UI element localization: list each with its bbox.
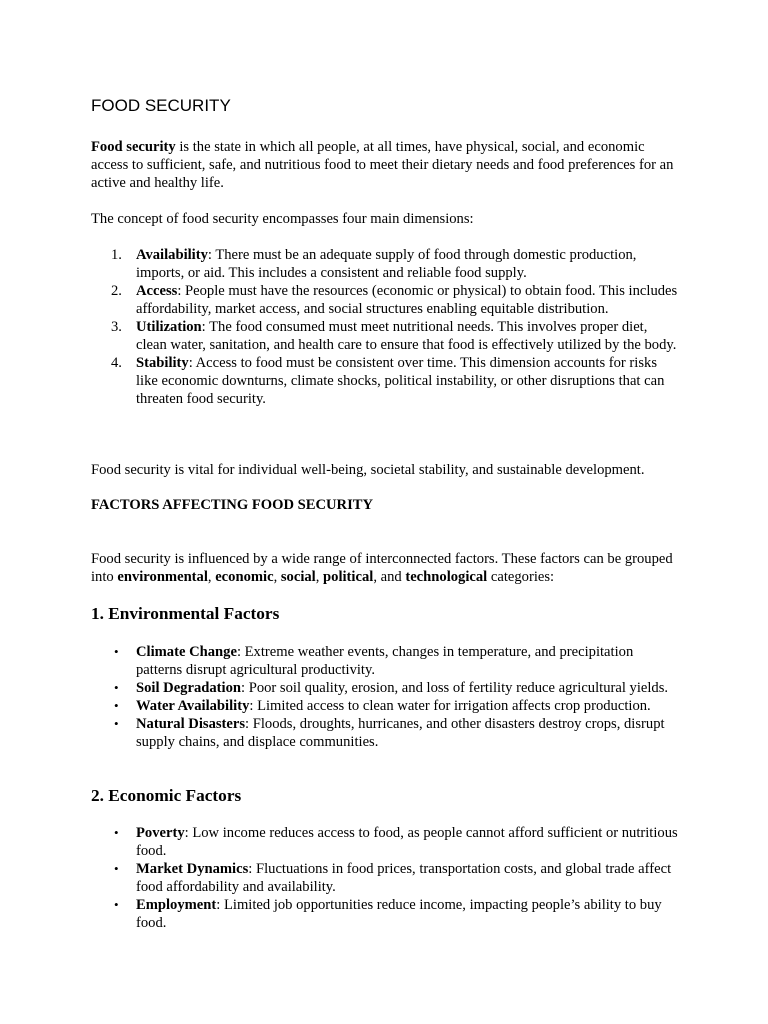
environmental-factor-item [91, 715, 681, 751]
category-political: political [323, 569, 374, 585]
economic-factors-list [91, 824, 681, 932]
list-number: 1. [111, 247, 122, 263]
bullet-icon: • [114, 825, 119, 840]
factor-text: : Limited access to clean water for irrigation affects crop production. [249, 698, 651, 714]
dimension-item [91, 354, 681, 408]
category-environmental: environmental [117, 569, 208, 585]
dimension-term: Utilization [136, 319, 202, 335]
dimension-item [91, 282, 681, 318]
dimensions-list [91, 246, 681, 408]
bullet-icon: • [114, 680, 119, 695]
intro-text: is the state in which all people, at all times, have physical, social, and economic access to sufficient, safe, and nutritious food to meet their dietary needs and food preferences for an active and healthy life. [91, 139, 674, 191]
dimension-item [91, 246, 681, 282]
environmental-factor-item [91, 697, 681, 715]
list-number: 2. [111, 283, 122, 299]
economic-factor-item [91, 860, 681, 896]
separator: , [315, 569, 324, 585]
separator: , [207, 569, 216, 585]
factors-intro-ending: categories: [487, 569, 555, 585]
separator: , and [373, 569, 406, 585]
document-title: FOOD SECURITY [91, 96, 231, 115]
bullet-icon: • [114, 861, 119, 876]
factor-text: : Limited job opportunities reduce income, impacting people’s ability to buy food. [136, 897, 662, 931]
list-number: 4. [111, 355, 122, 371]
dimension-term: Access [136, 283, 178, 299]
intro-term: Food security [91, 139, 176, 155]
factors-heading: FACTORS AFFECTING FOOD SECURITY [91, 497, 374, 513]
factor-text: : Extreme weather events, changes in temperature, and precipitation patterns disrupt agricultural productivity. [136, 644, 634, 678]
dimension-text: : People must have the resources (economic or physical) to obtain food. This includes affordability, market access, and social structures enabling equitable distribution. [136, 283, 678, 317]
factor-term: Water Availability [136, 698, 250, 714]
category-social: social [280, 569, 316, 585]
conclusion-paragraph: Food security is vital for individual well-being, societal stability, and sustainable development. [91, 462, 645, 478]
dimension-item [91, 318, 681, 354]
separator: , [273, 569, 281, 585]
factor-term: Poverty [136, 825, 185, 841]
bullet-icon: • [114, 897, 119, 912]
factor-text: : Floods, droughts, hurricanes, and other disasters destroy crops, disrupt supply chains, and displace communities. [136, 716, 665, 750]
bullet-icon: • [114, 698, 119, 713]
environmental-factor-item [91, 643, 681, 679]
factor-text: : Poor soil quality, erosion, and loss of fertility reduce agricultural yields. [241, 680, 669, 696]
factors-intro-paragraph [91, 550, 681, 586]
factor-term: Market Dynamics [136, 861, 249, 877]
concept-paragraph: The concept of food security encompasses four main dimensions: [91, 211, 474, 227]
factor-term: Natural Disasters [136, 716, 246, 732]
environmental-factors-list [91, 643, 681, 751]
factor-text: : Fluctuations in food prices, transportation costs, and global trade affect food affordability and availability. [136, 861, 672, 895]
dimension-term: Availability [136, 247, 208, 263]
economic-factors-heading: 2. Economic Factors [91, 786, 242, 805]
environmental-factor-item [91, 679, 681, 697]
category-economic: economic [215, 569, 274, 585]
bullet-icon: • [114, 644, 119, 659]
economic-factor-item [91, 824, 681, 860]
list-number: 3. [111, 319, 122, 335]
factors-intro-text: Food security is influenced by a wide range of interconnected factors. These factors can be grouped into [91, 551, 673, 585]
factor-term: Employment [136, 897, 217, 913]
bullet-icon: • [114, 716, 119, 731]
category-technological: technological [405, 569, 488, 585]
dimension-term: Stability [136, 355, 189, 371]
factor-term: Soil Degradation [136, 680, 241, 696]
environmental-factors-heading: 1. Environmental Factors [91, 604, 280, 623]
factor-term: Climate Change [136, 644, 237, 660]
dimension-text: : There must be an adequate supply of food through domestic production, imports, or aid. This includes a consistent and reliable food supply. [136, 247, 637, 281]
intro-paragraph [91, 138, 681, 192]
dimension-text: : The food consumed must meet nutritional needs. This involves proper diet, clean water, sanitation, and health care to ensure that food is effectively utilized by the body. [136, 319, 677, 353]
dimension-text: : Access to food must be consistent over time. This dimension accounts for risks like economic downturns, climate shocks, political instability, or other disruptions that can threaten food security. [136, 355, 665, 407]
economic-factor-item [91, 896, 681, 932]
factor-text: : Low income reduces access to food, as people cannot afford sufficient or nutritious food. [136, 825, 678, 859]
